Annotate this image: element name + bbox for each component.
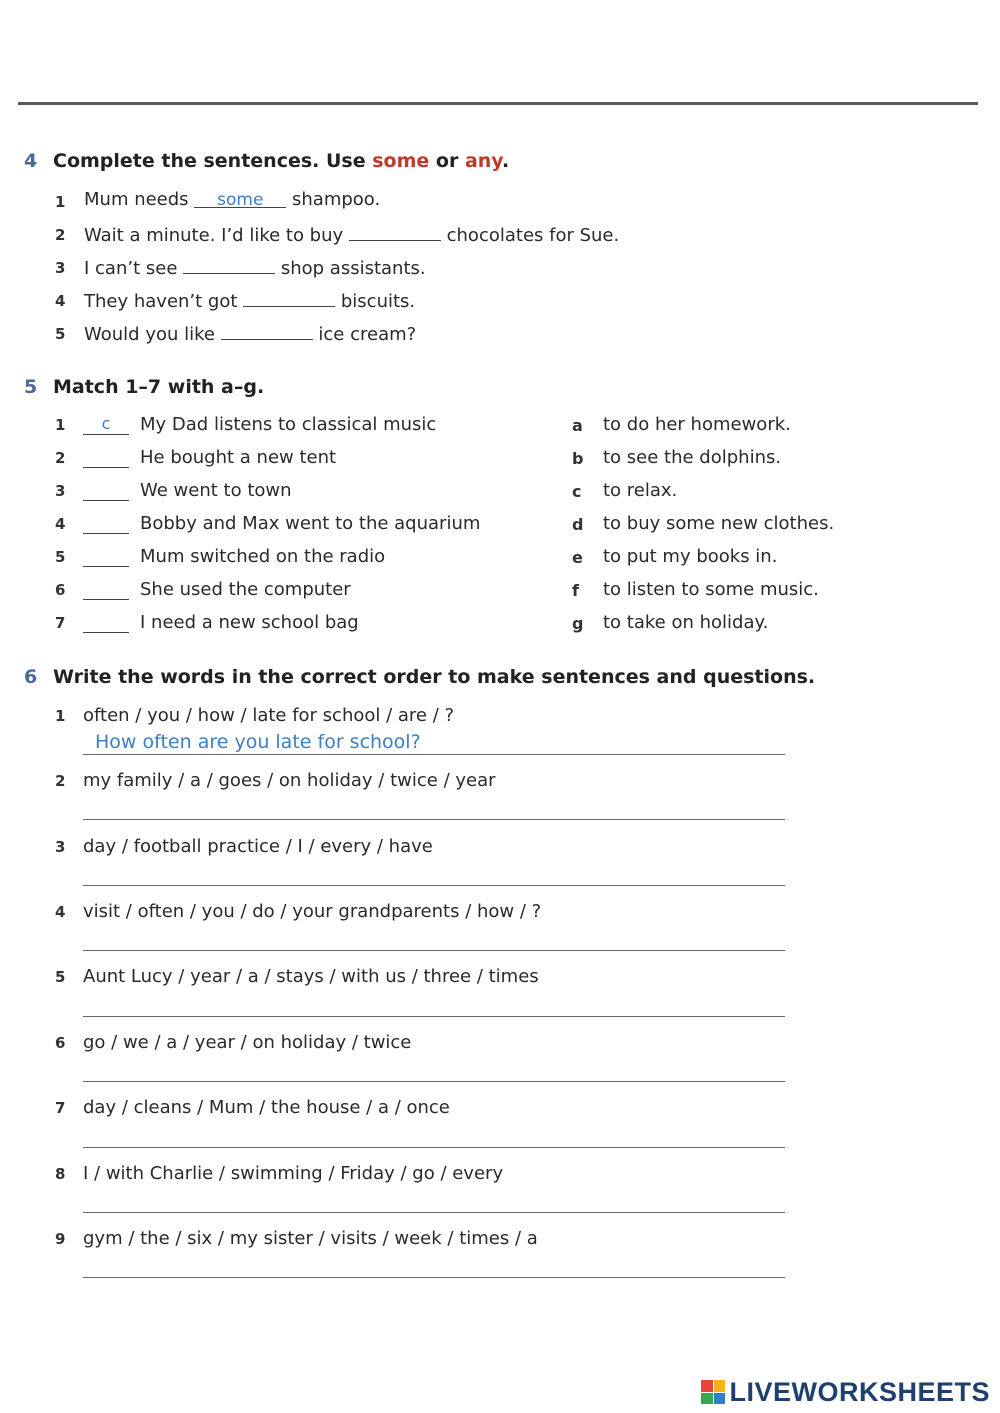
ex5-row-1: 1 c My Dad listens to classical music a to do her homework. [55,414,791,435]
liveworksheets-logo-text: LIVEWORKSHEETS [729,1376,990,1407]
ex4-answer-blank-4[interactable] [243,288,335,307]
keyword-any: any [464,150,502,172]
ex5-row-2: 2 He bought a new tent b to see the dolphins. [55,447,782,468]
ex6-answer-line-1[interactable]: How often are you late for school? [83,731,785,755]
ex5-row-6: 6 She used the computer f to listen to some music. [55,579,819,600]
ex5-row-5: 5 Mum switched on the radio e to put my books in. [55,546,778,567]
ex6-answer-line-4[interactable] [83,927,785,951]
ex6-answer-line-7[interactable] [83,1124,785,1148]
exercise-4-number: 4 [24,150,38,172]
ex5-answer-blank-2[interactable] [83,447,129,468]
ex5-answer-blank-6[interactable] [83,579,129,600]
exercise-6-number: 6 [24,666,38,688]
exercise-5-heading: 5 Match 1–7 with a–g. [24,376,265,398]
exercise-5-number: 5 [24,376,38,398]
ex6-answer-line-3[interactable] [83,862,785,886]
ex5-row-4: 4 Bobby and Max went to the aquarium d to buy some new clothes. [55,513,835,534]
ex6-answer-line-2[interactable] [83,796,785,820]
exercise-6-heading: 6 Write the words in the correct order to make sentences and questions. [24,666,816,688]
ex4-answer-blank-1[interactable]: some [194,189,286,208]
ex5-row-3: 3 We went to town c to relax. [55,480,678,501]
ex4-answer-blank-5[interactable] [221,321,313,340]
keyword-some: some [372,150,430,172]
ex5-row-7: 7 I need a new school bag g to take on holiday. [55,612,769,633]
ex6-answer-line-6[interactable] [83,1058,785,1082]
ex6-answer-line-5[interactable] [83,993,785,1017]
ex6-answer-line-8[interactable] [83,1189,785,1213]
ex5-answer-blank-1[interactable]: c [83,414,129,435]
liveworksheets-logo [701,1377,990,1407]
liveworksheets-logo-icon [701,1380,725,1404]
exercise-4-heading: 4 Complete the sentences. Use some or any. [24,150,510,172]
ex4-answer-blank-3[interactable] [183,255,275,274]
ex6-answer-line-9[interactable] [83,1254,785,1278]
ex5-answer-blank-3[interactable] [83,480,129,501]
ex5-answer-blank-5[interactable] [83,546,129,567]
top-rule [18,102,978,105]
ex5-answer-blank-7[interactable] [83,612,129,633]
ex4-answer-blank-2[interactable] [349,222,441,241]
ex5-answer-blank-4[interactable] [83,513,129,534]
